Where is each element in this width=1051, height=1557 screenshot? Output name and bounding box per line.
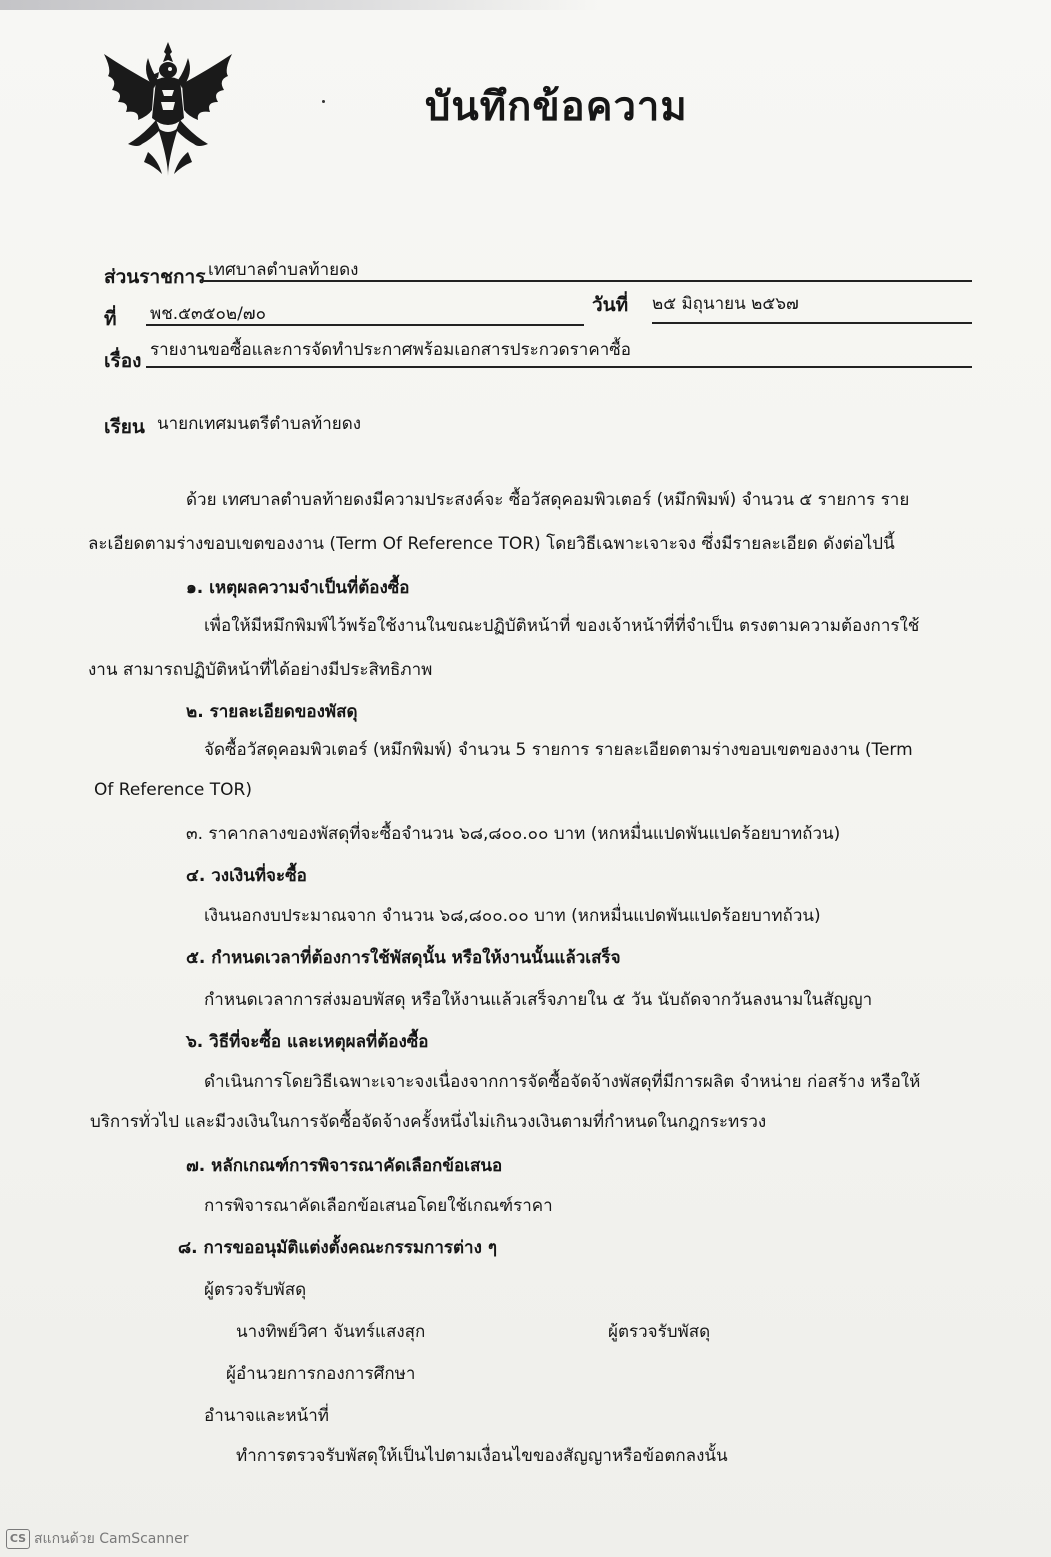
committee-name: นางทิพย์วิศา จันทร์แสงสุก xyxy=(236,1322,426,1342)
date-label: วันที่ xyxy=(592,294,629,316)
agency-underline xyxy=(202,280,972,282)
intro-line-2: ละเอียดตามร่างขอบเขตของงาน (Term Of Reference TOR) โดยวิธีเฉพาะเจาะจง ซึ่งมีรายละเอียด ดังต่อไปนี้ xyxy=(88,534,895,554)
scan-edge-band xyxy=(0,0,600,10)
subject-label: เรื่อง xyxy=(104,350,142,372)
section-6-line-2: บริการทั่วไป และมีวงเงินในการจัดซื้อจัดจ้างครั้งหนึ่งไม่เกินวงเงินตามที่กำหนดในกฎกระทรวง xyxy=(90,1112,767,1132)
section-2-heading: ๒. รายละเอียดของพัสดุ xyxy=(186,702,358,722)
date-underline xyxy=(652,322,972,324)
section-1-line-2: งาน สามารถปฏิบัติหน้าที่ได้อย่างมีประสิทธิภาพ xyxy=(88,660,433,680)
to-value: นายกเทศมนตรีตำบลท้ายดง xyxy=(157,414,362,434)
camscanner-logo-icon: CS xyxy=(6,1529,30,1549)
committee-position: ผู้อำนวยการกองการศึกษา xyxy=(226,1364,416,1384)
garuda-emblem-icon xyxy=(98,40,238,178)
subject-value: รายงานขอซื้อและการจัดทำประกาศพร้อมเอกสารประกวดราคาซื้อ xyxy=(150,340,631,360)
section-6-line-1: ดำเนินการโดยวิธีเฉพาะเจาะจงเนื่องจากการจัดซื้อจัดจ้างพัสดุที่มีการผลิต จำหน่าย ก่อสร้าง หรือให้ xyxy=(204,1072,921,1092)
section-3-line: ๓. ราคากลางของพัสดุที่จะซื้อจำนวน ๖๘,๘๐๐.๐๐ บาท (หกหมื่นแปดพันแปดร้อยบาทถ้วน) xyxy=(186,824,841,844)
section-4-heading: ๔. วงเงินที่จะซื้อ xyxy=(186,866,307,886)
to-label: เรียน xyxy=(104,416,145,438)
section-8-sub: ผู้ตรวจรับพัสดุ xyxy=(204,1280,307,1300)
agency-value: เทศบาลตำบลท้ายดง xyxy=(208,260,359,280)
duty-heading: อำนาจและหน้าที่ xyxy=(204,1406,329,1426)
section-7-heading: ๗. หลักเกณฑ์การพิจารณาคัดเลือกข้อเสนอ xyxy=(186,1156,503,1176)
ref-value: พช.๕๓๕๐๒/๗๐ xyxy=(150,304,266,324)
section-4-line-1: เงินนอกงบประมาณจาก จำนวน ๖๘,๘๐๐.๐๐ บาท (หกหมื่นแปดพันแปดร้อยบาทถ้วน) xyxy=(204,906,821,926)
date-value: ๒๕ มิถุนายน ๒๕๖๗ xyxy=(652,294,799,314)
scan-speck xyxy=(322,100,325,103)
section-1-heading: ๑. เหตุผลความจำเป็นที่ต้องซื้อ xyxy=(186,578,410,598)
ref-underline xyxy=(146,324,584,326)
section-7-line-1: การพิจารณาคัดเลือกข้อเสนอโดยใช้เกณฑ์ราคา xyxy=(204,1196,553,1216)
page-title: บันทึกข้อความ xyxy=(425,84,688,130)
subject-underline xyxy=(146,366,972,368)
section-6-heading: ๖. วิธีที่จะซื้อ และเหตุผลที่ต้องซื้อ xyxy=(186,1032,429,1052)
section-8-heading: ๘. การขออนุมัติแต่งตั้งคณะกรรมการต่าง ๆ xyxy=(178,1238,497,1258)
section-2-line-1: จัดซื้อวัสดุคอมพิวเตอร์ (หมึกพิมพ์) จำนวน 5 รายการ รายละเอียดตามร่างขอบเขตของงาน (Term xyxy=(204,740,913,760)
duty-text: ทำการตรวจรับพัสดุให้เป็นไปตามเงื่อนไขของสัญญาหรือข้อตกลงนั้น xyxy=(236,1446,728,1466)
committee-role: ผู้ตรวจรับพัสดุ xyxy=(608,1322,711,1342)
section-5-line-1: กำหนดเวลาการส่งมอบพัสดุ หรือให้งานแล้วเสร็จภายใน ๕ วัน นับถัดจากวันลงนามในสัญญา xyxy=(204,990,873,1010)
camscanner-text: สแกนด้วย CamScanner xyxy=(34,1531,189,1547)
section-2-line-2: Of Reference TOR) xyxy=(94,780,252,800)
ref-label: ที่ xyxy=(104,308,117,330)
intro-line-1: ด้วย เทศบาลตำบลท้ายดงมีความประสงค์จะ ซื้อวัสดุคอมพิวเตอร์ (หมึกพิมพ์) จำนวน ๕ รายการ ราย xyxy=(186,490,910,510)
section-5-heading: ๕. กำหนดเวลาที่ต้องการใช้พัสดุนั้น หรือให้งานนั้นแล้วเสร็จ xyxy=(186,948,621,968)
camscanner-watermark xyxy=(6,1528,189,1550)
section-1-line-1: เพื่อให้มีหมึกพิมพ์ไว้พร้อใช้งานในขณะปฏิบัติหน้าที่ ของเจ้าหน้าที่ที่จำเป็น ตรงตามความต้องการใช้ xyxy=(204,616,920,636)
agency-label: ส่วนราชการ xyxy=(104,266,206,288)
